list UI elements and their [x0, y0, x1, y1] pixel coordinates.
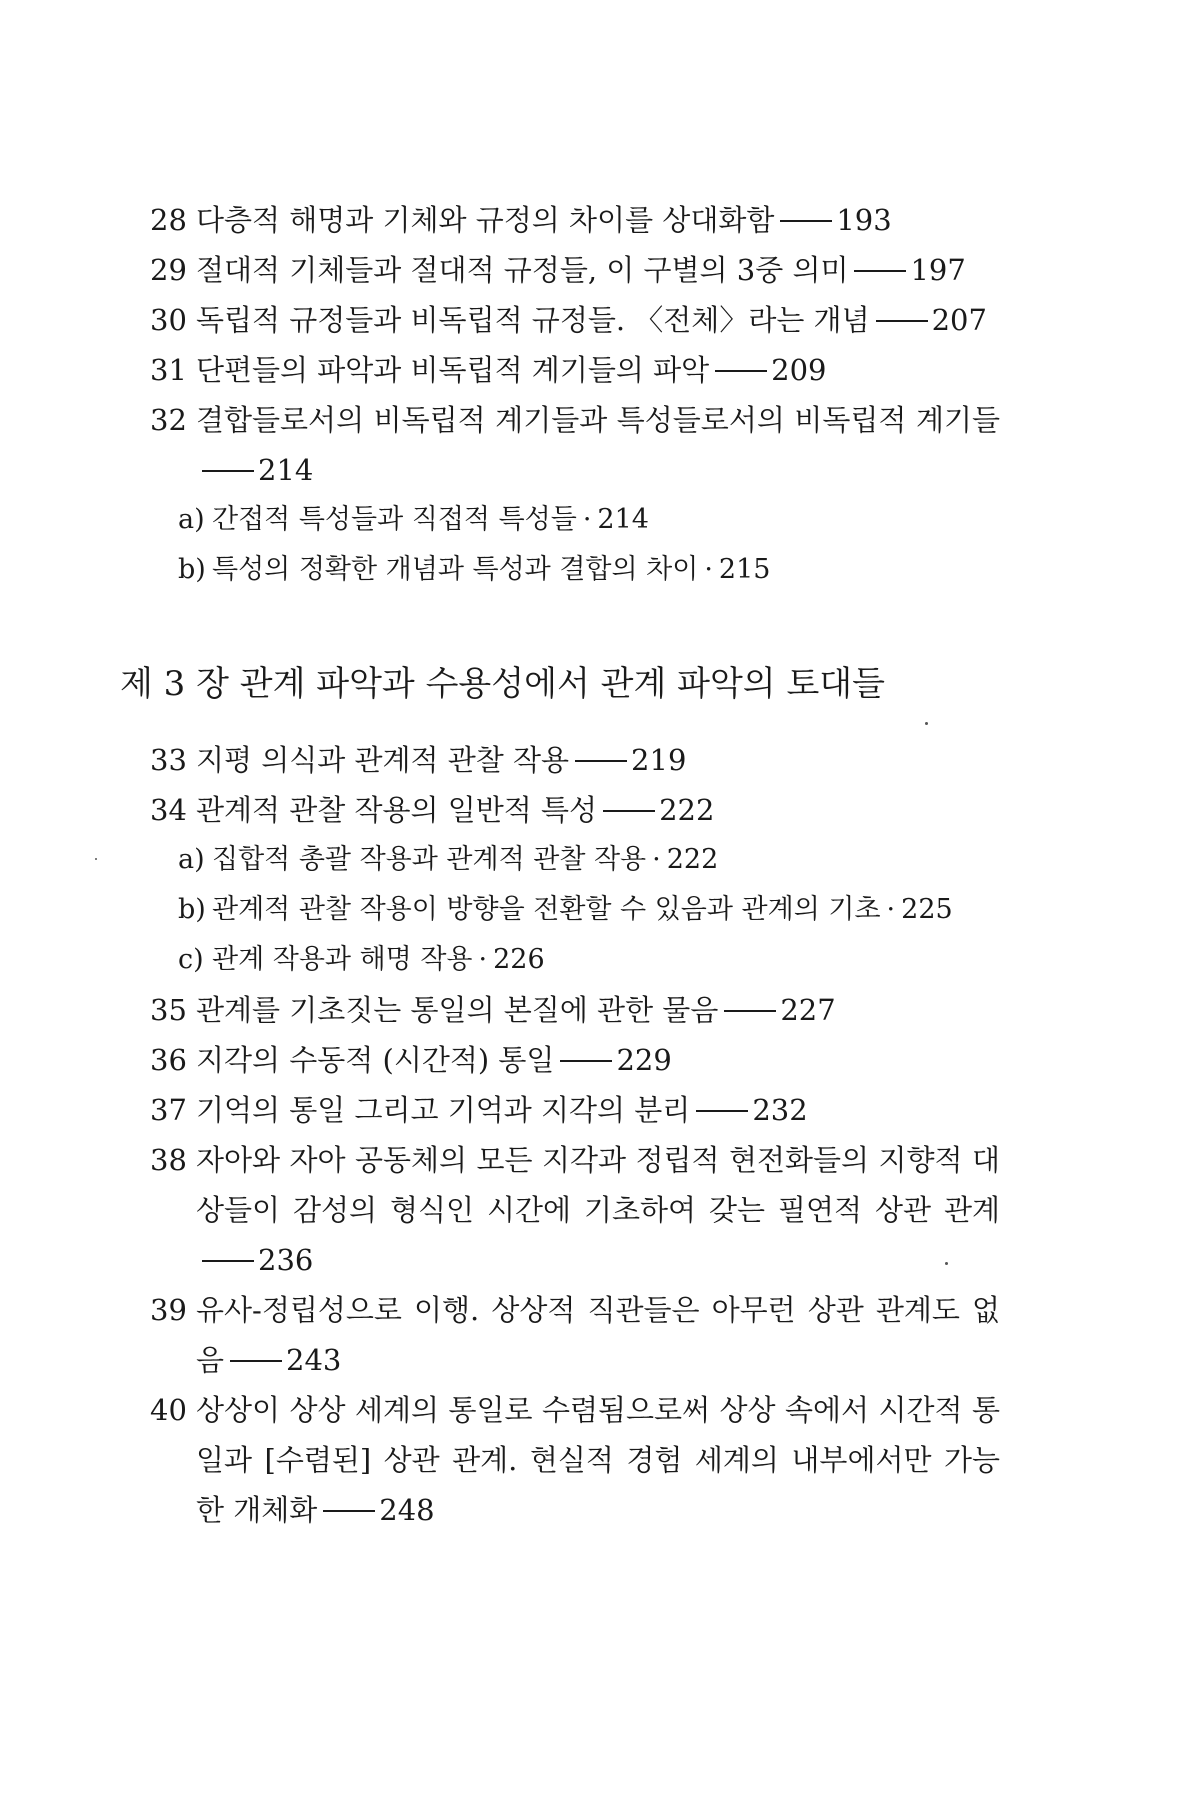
- entry-title: 지각의 수동적 (시간적) 통일: [196, 1043, 555, 1077]
- entry-number: 40: [150, 1393, 187, 1427]
- toc-subentry-34a: [150, 835, 1000, 885]
- leader-dash: [202, 470, 254, 472]
- subentry-title: 관계 작용과 해명 작용: [212, 944, 473, 975]
- subentry-text: [212, 885, 953, 935]
- entry-page: 219: [631, 743, 687, 777]
- entry-text: [196, 985, 1000, 1035]
- leader-dash: [780, 220, 832, 222]
- leader-dash: [323, 1510, 375, 1512]
- entry-title: 독립적 규정들과 비독립적 규정들. 〈전체〉라는 개념: [196, 303, 870, 337]
- toc-entry-29: [150, 245, 1000, 295]
- entry-page: 222: [659, 793, 715, 827]
- subentry-letter: b): [178, 554, 206, 585]
- entry-title: 단편들의 파악과 비독립적 계기들의 파악: [196, 353, 710, 387]
- entry-page: 207: [931, 303, 987, 337]
- leader-dash: [603, 810, 655, 812]
- subentry-text: [212, 545, 770, 595]
- entry-number: 29: [150, 253, 187, 287]
- entry-text: [196, 1385, 1000, 1535]
- entry-page: 243: [286, 1343, 342, 1377]
- leader-dash: [560, 1060, 612, 1062]
- entry-page: 248: [379, 1493, 435, 1527]
- entry-title: 절대적 기체들과 절대적 규정들, 이 구별의 3중 의미: [196, 253, 849, 287]
- subentry-page: 226: [493, 944, 545, 975]
- entry-number: 28: [150, 203, 187, 237]
- entry-page: 236: [258, 1243, 314, 1277]
- entry-text: [196, 1135, 1000, 1285]
- entry-title: 유사-정립성으로 이행. 상상적 직관들은 아무런 상관 관계도 없음: [196, 1293, 1000, 1377]
- entry-title: 관계를 기초짓는 통일의 본질에 관한 물음: [196, 993, 719, 1027]
- chapter-heading: 제 3 장 관계 파악과 수용성에서 관계 파악의 토대들: [120, 664, 885, 704]
- separator-dot: ·: [886, 894, 896, 925]
- toc-entry-31: [150, 345, 1000, 395]
- subentry-letter: a): [178, 504, 205, 535]
- entry-page: 197: [910, 253, 966, 287]
- toc-entry-37: [150, 1085, 1000, 1135]
- subentry-text: [212, 495, 649, 545]
- entry-page: 229: [616, 1043, 672, 1077]
- entry-title: 다층적 해명과 기체와 규정의 차이를 상대화함: [196, 203, 775, 237]
- subentry-title: 특성의 정확한 개념과 특성과 결합의 차이: [212, 554, 699, 585]
- subentry-page: 222: [666, 844, 719, 875]
- toc-entry-40: [150, 1385, 1000, 1535]
- entry-title: 자아와 자아 공동체의 모든 지각과 정립적 현전화들의 지향적 대상들이 감성의 형식인 시간에 기초하여 갖는 필연적 상관 관계: [196, 1143, 1000, 1227]
- entry-title: 기억의 통일 그리고 기억과 지각의 분리: [196, 1093, 691, 1127]
- subentry-letter: a): [178, 844, 205, 875]
- entry-number: 38: [150, 1143, 187, 1177]
- entry-page: 214: [258, 453, 314, 487]
- entry-number: 37: [150, 1093, 187, 1127]
- entry-title: 지평 의식과 관계적 관찰 작용: [196, 743, 570, 777]
- toc-entry-36: [150, 1035, 1000, 1085]
- toc-entry-28: [150, 195, 1000, 245]
- entry-text: [196, 395, 1000, 495]
- entry-number: 36: [150, 1043, 187, 1077]
- leader-dash: [202, 1260, 254, 1262]
- toc-section-1: [150, 195, 1000, 595]
- leader-dash: [696, 1110, 748, 1112]
- subentry-page: 225: [901, 894, 953, 925]
- toc-section-2: [150, 735, 1000, 1535]
- toc-entry-32: [150, 395, 1000, 495]
- scan-speck: [95, 858, 97, 860]
- toc-entry-30: [150, 295, 1000, 345]
- entry-text: [196, 1085, 1000, 1135]
- entry-title: 결합들로서의 비독립적 계기들과 특성들로서의 비독립적 계기들: [196, 403, 1000, 437]
- entry-page: 227: [780, 993, 836, 1027]
- toc-entry-39: [150, 1285, 1000, 1385]
- entry-text: [196, 785, 1000, 835]
- entry-number: 32: [150, 403, 187, 437]
- leader-dash: [715, 370, 767, 372]
- separator-dot: ·: [582, 504, 592, 535]
- leader-dash: [575, 760, 627, 762]
- entry-number: 34: [150, 793, 187, 827]
- toc-entry-34: [150, 785, 1000, 835]
- entry-text: [196, 295, 1000, 345]
- subentry-title: 간접적 특성들과 직접적 특성들: [212, 504, 577, 535]
- entry-page: 193: [836, 203, 892, 237]
- subentry-title: 집합적 총괄 작용과 관계적 관찰 작용: [212, 844, 647, 875]
- toc-entry-35: [150, 985, 1000, 1035]
- toc-subentry-34c: [150, 935, 1000, 985]
- subentry-page: 214: [597, 504, 649, 535]
- scan-speck: [925, 722, 928, 725]
- entry-number: 30: [150, 303, 187, 337]
- leader-dash: [724, 1010, 776, 1012]
- entry-text: [196, 1285, 1000, 1385]
- subentry-letter: c): [178, 944, 204, 975]
- entry-page: 232: [752, 1093, 808, 1127]
- entry-number: 31: [150, 353, 187, 387]
- entry-text: [196, 245, 1000, 295]
- scan-speck: [945, 1262, 948, 1265]
- entry-text: [196, 345, 1000, 395]
- entry-text: [196, 735, 1000, 785]
- entry-title: 관계적 관찰 작용의 일반적 특성: [196, 793, 598, 827]
- entry-page: 209: [771, 353, 827, 387]
- toc-subentry-32b: [150, 545, 1000, 595]
- entry-title: 상상이 상상 세계의 통일로 수렴됨으로써 상상 속에서 시간적 통일과 [수렴된] 상관 관계. 현실적 경험 세계의 내부에서만 가능한 개체화: [196, 1393, 1000, 1527]
- separator-dot: ·: [652, 844, 661, 875]
- entry-number: 35: [150, 993, 187, 1027]
- entry-text: [196, 1035, 1000, 1085]
- toc-subentry-32a: [150, 495, 1000, 545]
- separator-dot: ·: [704, 554, 713, 585]
- subentry-page: 215: [718, 554, 771, 585]
- subentry-title: 관계적 관찰 작용이 방향을 전환할 수 있음과 관계의 기초: [212, 894, 881, 925]
- subentry-text: [212, 835, 718, 885]
- toc-entry-38: [150, 1135, 1000, 1285]
- subentry-text: [212, 935, 545, 985]
- toc-subentry-34b: [150, 885, 1000, 935]
- leader-dash: [876, 320, 928, 322]
- separator-dot: ·: [478, 944, 488, 975]
- entry-number: 39: [150, 1293, 187, 1327]
- entry-number: 33: [150, 743, 187, 777]
- leader-dash: [854, 270, 906, 272]
- entry-text: [196, 195, 1000, 245]
- subentry-letter: b): [178, 894, 206, 925]
- leader-dash: [230, 1360, 282, 1362]
- toc-entry-33: [150, 735, 1000, 785]
